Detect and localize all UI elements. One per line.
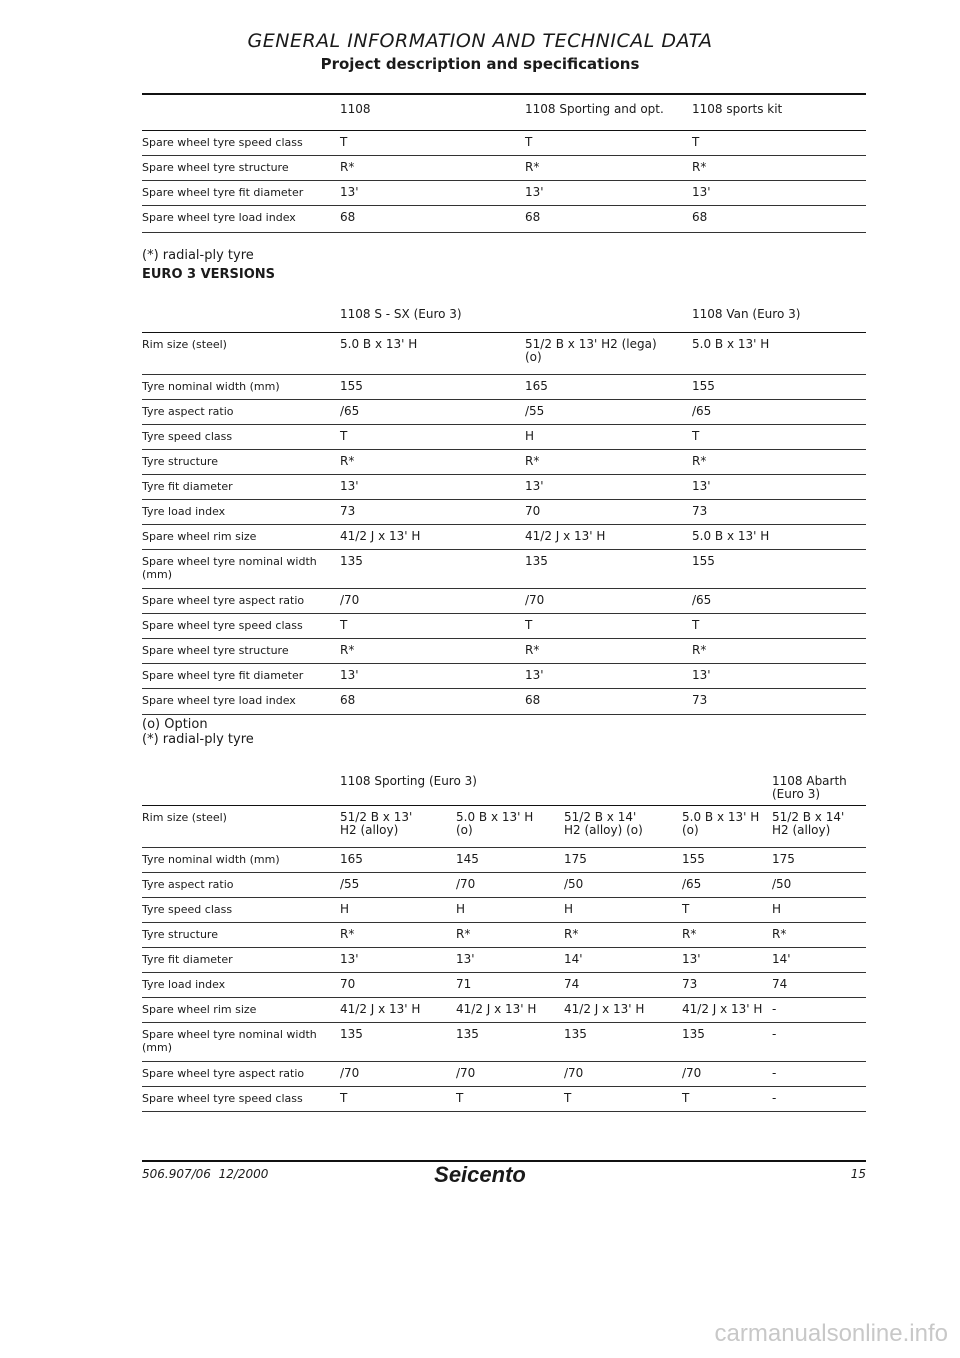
row-label: Tyre nominal width (mm) <box>142 853 280 866</box>
table-cell: 70 <box>340 977 356 991</box>
table-cell: /70 <box>456 877 476 891</box>
table-cell: T <box>340 1091 348 1105</box>
table-cell: H <box>456 902 466 916</box>
row-label: Tyre aspect ratio <box>142 878 234 891</box>
table-cell: 14' <box>564 952 583 966</box>
table-cell: R* <box>692 160 707 174</box>
table-cell: 155 <box>682 852 705 866</box>
table-cell: R* <box>525 160 540 174</box>
table-row <box>142 1087 866 1112</box>
table-cell: 135 <box>340 1027 363 1041</box>
table-cell: 135 <box>564 1027 587 1041</box>
table-cell: 5.0 B x 13' H (o) <box>456 810 534 837</box>
header-rule <box>142 93 866 95</box>
table-cell: R* <box>340 160 355 174</box>
table-row <box>142 923 866 948</box>
table-row <box>142 206 866 233</box>
row-label: Rim size (steel) <box>142 338 227 351</box>
column-header: 1108 Sporting and opt. <box>525 102 664 116</box>
row-label: Spare wheel tyre nominal width (mm) <box>142 1028 317 1054</box>
table-cell: T <box>692 618 700 632</box>
table-cell: 68 <box>340 210 356 224</box>
table-row <box>142 639 866 664</box>
table-cell: 41/2 J x 13' H <box>456 1002 537 1016</box>
table-cell: 175 <box>564 852 587 866</box>
table-cell: 41/2 J x 13' H <box>340 1002 421 1016</box>
table-cell: 41/2 J x 13' H <box>525 529 606 543</box>
table-row <box>142 525 866 550</box>
table-cell: T <box>456 1091 464 1105</box>
table-cell: H <box>564 902 574 916</box>
table-cell: R* <box>340 643 355 657</box>
row-label: Tyre aspect ratio <box>142 405 234 418</box>
table-header-row <box>142 770 866 806</box>
table-cell: R* <box>340 927 355 941</box>
table-cell: 155 <box>340 379 363 393</box>
table-cell: 13' <box>525 479 544 493</box>
table-cell: 68 <box>340 693 356 707</box>
column-header: 1108 Van (Euro 3) <box>692 307 801 321</box>
row-label: Spare wheel tyre aspect ratio <box>142 1067 305 1080</box>
row-label: Rim size (steel) <box>142 811 227 824</box>
table-cell: 13' <box>692 479 711 493</box>
table-cell: 155 <box>692 379 715 393</box>
table-cell: 51/2 B x 14' H2 (alloy) (o) <box>564 810 643 837</box>
table-cell: 135 <box>340 554 363 568</box>
table-cell: 175 <box>772 852 795 866</box>
table-cell: /50 <box>772 877 792 891</box>
table-cell: /70 <box>456 1066 476 1080</box>
table-row <box>142 948 866 973</box>
table-cell: /65 <box>682 877 702 891</box>
column-header: 1108 S - SX (Euro 3) <box>340 307 462 321</box>
table-cell: 13' <box>340 479 359 493</box>
row-label: Spare wheel rim size <box>142 1003 257 1016</box>
table-cell: H <box>772 902 782 916</box>
row-label: Spare wheel rim size <box>142 530 257 543</box>
table-cell: /50 <box>564 877 584 891</box>
row-label: Tyre fit diameter <box>142 480 233 493</box>
table-cell: /70 <box>564 1066 584 1080</box>
table-row <box>142 450 866 475</box>
column-header: 1108 Sporting (Euro 3) <box>340 774 477 788</box>
row-label: Tyre fit diameter <box>142 953 233 966</box>
table-cell: T <box>525 135 533 149</box>
table-cell: /65 <box>692 404 712 418</box>
table-row <box>142 806 866 848</box>
note-option: (o) Option <box>142 717 208 732</box>
row-label: Spare wheel tyre structure <box>142 644 289 657</box>
watermark: carmanualsonline.info <box>714 1320 948 1347</box>
table-row <box>142 500 866 525</box>
note-radial-ply: (*) radial-ply tyre <box>142 248 254 263</box>
table-cell: R* <box>772 927 787 941</box>
table-cell: 74 <box>772 977 788 991</box>
row-label: Spare wheel tyre speed class <box>142 1092 303 1105</box>
table-row <box>142 131 866 156</box>
table-cell: 51/2 B x 13' H2 (lega) (o) <box>525 337 657 364</box>
table-header-row <box>142 303 866 333</box>
table-cell: T <box>682 1091 690 1105</box>
table-row <box>142 1062 866 1087</box>
table-cell: /70 <box>340 593 360 607</box>
table-cell: /70 <box>340 1066 360 1080</box>
spec-table-3 <box>142 770 866 1112</box>
table-cell: 13' <box>456 952 475 966</box>
table-cell: /55 <box>525 404 545 418</box>
table-row <box>142 156 866 181</box>
page-header <box>0 30 960 73</box>
row-label: Spare wheel tyre load index <box>142 211 296 224</box>
table-row <box>142 1023 866 1062</box>
row-label: Tyre nominal width (mm) <box>142 380 280 393</box>
table-row <box>142 400 866 425</box>
table-cell: 68 <box>525 693 541 707</box>
spec-table-2 <box>142 303 866 715</box>
table-cell: T <box>564 1091 572 1105</box>
row-label: Tyre load index <box>142 505 226 518</box>
table-cell: - <box>772 1066 777 1080</box>
table-row <box>142 848 866 873</box>
table-cell: 73 <box>692 693 708 707</box>
table-cell: 73 <box>692 504 708 518</box>
table-cell: R* <box>340 454 355 468</box>
page-subtitle: Project description and specifications <box>320 55 640 73</box>
row-label: Spare wheel tyre load index <box>142 694 296 707</box>
table-cell: T <box>682 902 690 916</box>
table-cell: T <box>692 135 700 149</box>
table-row <box>142 181 866 206</box>
table-header-row <box>142 98 866 131</box>
table-cell: T <box>340 135 348 149</box>
table-cell: /70 <box>682 1066 702 1080</box>
table-row <box>142 589 866 614</box>
page-title: GENERAL INFORMATION AND TECHNICAL DATA <box>247 30 713 52</box>
table-cell: 70 <box>525 504 541 518</box>
table-cell: 14' <box>772 952 791 966</box>
table-cell: /70 <box>525 593 545 607</box>
table-row <box>142 614 866 639</box>
table-cell: R* <box>692 454 707 468</box>
column-header: 1108 <box>340 102 371 116</box>
table-cell: 135 <box>456 1027 479 1041</box>
table-cell: 74 <box>564 977 580 991</box>
table-cell: 41/2 J x 13' H <box>340 529 421 543</box>
table-row <box>142 689 866 715</box>
table-cell: R* <box>525 643 540 657</box>
table-row <box>142 475 866 500</box>
table-row <box>142 664 866 689</box>
table-cell: /65 <box>692 593 712 607</box>
row-label: Spare wheel tyre structure <box>142 161 289 174</box>
table-cell: 155 <box>692 554 715 568</box>
table-cell: R* <box>525 454 540 468</box>
table-row <box>142 425 866 450</box>
table-cell: 73 <box>682 977 698 991</box>
table-cell: 13' <box>340 952 359 966</box>
table-cell: 165 <box>340 852 363 866</box>
table-cell: 41/2 J x 13' H <box>564 1002 645 1016</box>
row-label: Spare wheel tyre aspect ratio <box>142 594 305 607</box>
table-cell: - <box>772 1091 777 1105</box>
table-cell: T <box>692 429 700 443</box>
table-row <box>142 333 866 375</box>
table-cell: - <box>772 1002 777 1016</box>
row-label: Tyre load index <box>142 978 226 991</box>
table-row <box>142 873 866 898</box>
table-cell: R* <box>692 643 707 657</box>
table-cell: 13' <box>525 185 544 199</box>
table-cell: 5.0 B x 13' H (o) <box>682 810 760 837</box>
note-radial-ply-2: (*) radial-ply tyre <box>142 732 254 747</box>
table-cell: 5.0 B x 13' H <box>692 337 770 351</box>
table-cell: 13' <box>340 668 359 682</box>
table-cell: 165 <box>525 379 548 393</box>
table-cell: 145 <box>456 852 479 866</box>
page-number: 15 <box>850 1167 866 1181</box>
row-label: Spare wheel tyre speed class <box>142 619 303 632</box>
table-cell: /55 <box>340 877 360 891</box>
table-cell: 13' <box>692 668 711 682</box>
row-label: Tyre structure <box>142 928 218 941</box>
table-row <box>142 375 866 400</box>
table-cell: T <box>525 618 533 632</box>
table-row <box>142 550 866 589</box>
table-cell: H <box>525 429 535 443</box>
row-label: Tyre speed class <box>142 430 233 443</box>
table-cell: T <box>340 618 348 632</box>
table-row <box>142 998 866 1023</box>
row-label: Tyre structure <box>142 455 218 468</box>
spec-table-1 <box>142 98 866 233</box>
table-cell: - <box>772 1027 777 1041</box>
table-cell: 41/2 J x 13' H <box>682 1002 763 1016</box>
table-cell: /65 <box>340 404 360 418</box>
table-cell: H <box>340 902 350 916</box>
table-cell: 13' <box>340 185 359 199</box>
table-cell: 13' <box>525 668 544 682</box>
table-cell: 13' <box>692 185 711 199</box>
table-cell: R* <box>564 927 579 941</box>
table-cell: T <box>340 429 348 443</box>
column-header: 1108 sports kit <box>692 102 783 116</box>
section-heading-euro3: EURO 3 VERSIONS <box>142 267 276 282</box>
table-cell: 51/2 B x 14' H2 (alloy) <box>772 810 845 837</box>
table-cell: 68 <box>692 210 708 224</box>
column-header: 1108 Abarth (Euro 3) <box>772 774 847 801</box>
table-cell: 5.0 B x 13' H <box>340 337 418 351</box>
table-row <box>142 898 866 923</box>
table-cell: 68 <box>525 210 541 224</box>
table-cell: 135 <box>682 1027 705 1041</box>
row-label: Spare wheel tyre speed class <box>142 136 303 149</box>
table-cell: 5.0 B x 13' H <box>692 529 770 543</box>
document-reference: 506.907/06 12/2000 <box>142 1167 269 1181</box>
brand-name: Seicento <box>434 1162 526 1187</box>
table-cell: R* <box>456 927 471 941</box>
table-cell: 51/2 B x 13' H2 (alloy) <box>340 810 413 837</box>
table-cell: R* <box>682 927 697 941</box>
table-cell: 135 <box>525 554 548 568</box>
row-label: Spare wheel tyre nominal width (mm) <box>142 555 317 581</box>
row-label: Spare wheel tyre fit diameter <box>142 186 304 199</box>
row-label: Spare wheel tyre fit diameter <box>142 669 304 682</box>
table-row <box>142 973 866 998</box>
row-label: Tyre speed class <box>142 903 233 916</box>
table-cell: 71 <box>456 977 472 991</box>
table-cell: 13' <box>682 952 701 966</box>
table-cell: 73 <box>340 504 356 518</box>
